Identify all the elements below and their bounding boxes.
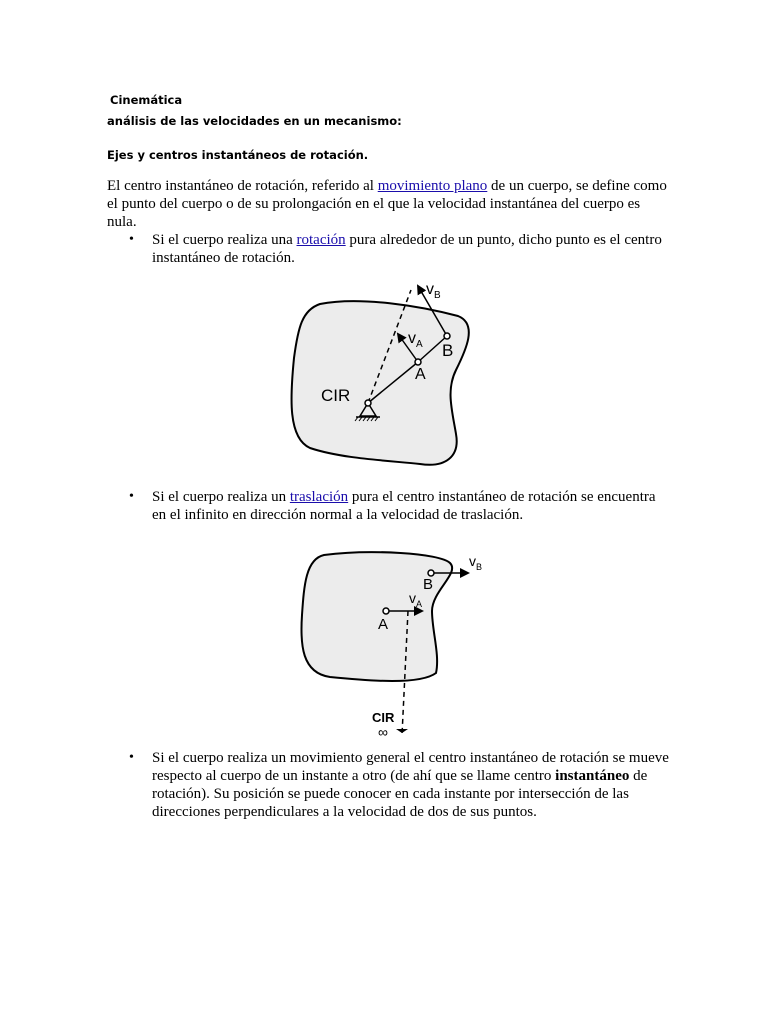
point-b-marker	[444, 333, 450, 339]
bullet-translation: • Si el cuerpo realiza un traslación pura el centro instantáneo de rotación se encuentra en el infinito en dirección normal a la velocidad de traslación.	[129, 489, 656, 523]
point-a-marker	[383, 608, 389, 614]
translation-figure	[290, 545, 490, 745]
rotation-figure	[280, 278, 490, 470]
point-a-marker	[415, 359, 421, 365]
bullet-dot: •	[129, 750, 134, 765]
rotacion-link[interactable]: rotación	[296, 232, 346, 248]
bullet-dot: •	[129, 489, 134, 504]
cir-label: CIR	[321, 386, 351, 405]
bullet-general-motion: • Si el cuerpo realiza un movimiento general el centro instantáneo de rotación se mueve respecto al cuerpo de un instante a otro (de ahí que se llame centro instantáneo de rotación). Su posición se puede conocer en cada instante por intersección de las direcciones perpendiculares a la velocidad de dos de sus puntos.	[129, 750, 669, 820]
instantaneo-bold: instantáneo	[555, 768, 630, 784]
title-heading: Cinemática	[110, 93, 183, 107]
cir-label: CIR	[372, 710, 395, 725]
movimiento-plano-link[interactable]: movimiento plano	[377, 178, 488, 194]
velocity-b-label: $v_B$	[469, 553, 483, 572]
bullet-dot: •	[129, 232, 134, 247]
infinity-symbol: ∞	[378, 724, 388, 740]
traslacion-link[interactable]: traslación	[289, 489, 349, 505]
bullet-rotation: • Si el cuerpo realiza una rotación pura alrededor de un punto, dicho punto es el centro instantáneo de rotación.	[129, 232, 662, 266]
velocity-b-label: $v_B$	[426, 281, 441, 301]
subtitle-heading: análisis de las velocidades en un mecanismo:	[107, 114, 402, 128]
rigid-body-shape	[291, 301, 468, 465]
point-a-label: A	[415, 366, 426, 383]
point-a-label: A	[378, 616, 389, 633]
point-b-label: B	[442, 341, 454, 360]
section-heading: Ejes y centros instantáneos de rotación.	[107, 148, 369, 162]
velocity-a-label: $v_A$	[409, 590, 423, 609]
point-b-label: B	[423, 576, 434, 593]
velocity-a-label: $v_A$	[408, 330, 423, 350]
cir-arrowhead	[396, 729, 408, 733]
intro-paragraph: El centro instantáneo de rotación, referido al movimiento plano de un cuerpo, se define como el punto del cuerpo o de su prolongación en el que la velocidad instantánea del cuerpo es nula.	[107, 178, 667, 230]
